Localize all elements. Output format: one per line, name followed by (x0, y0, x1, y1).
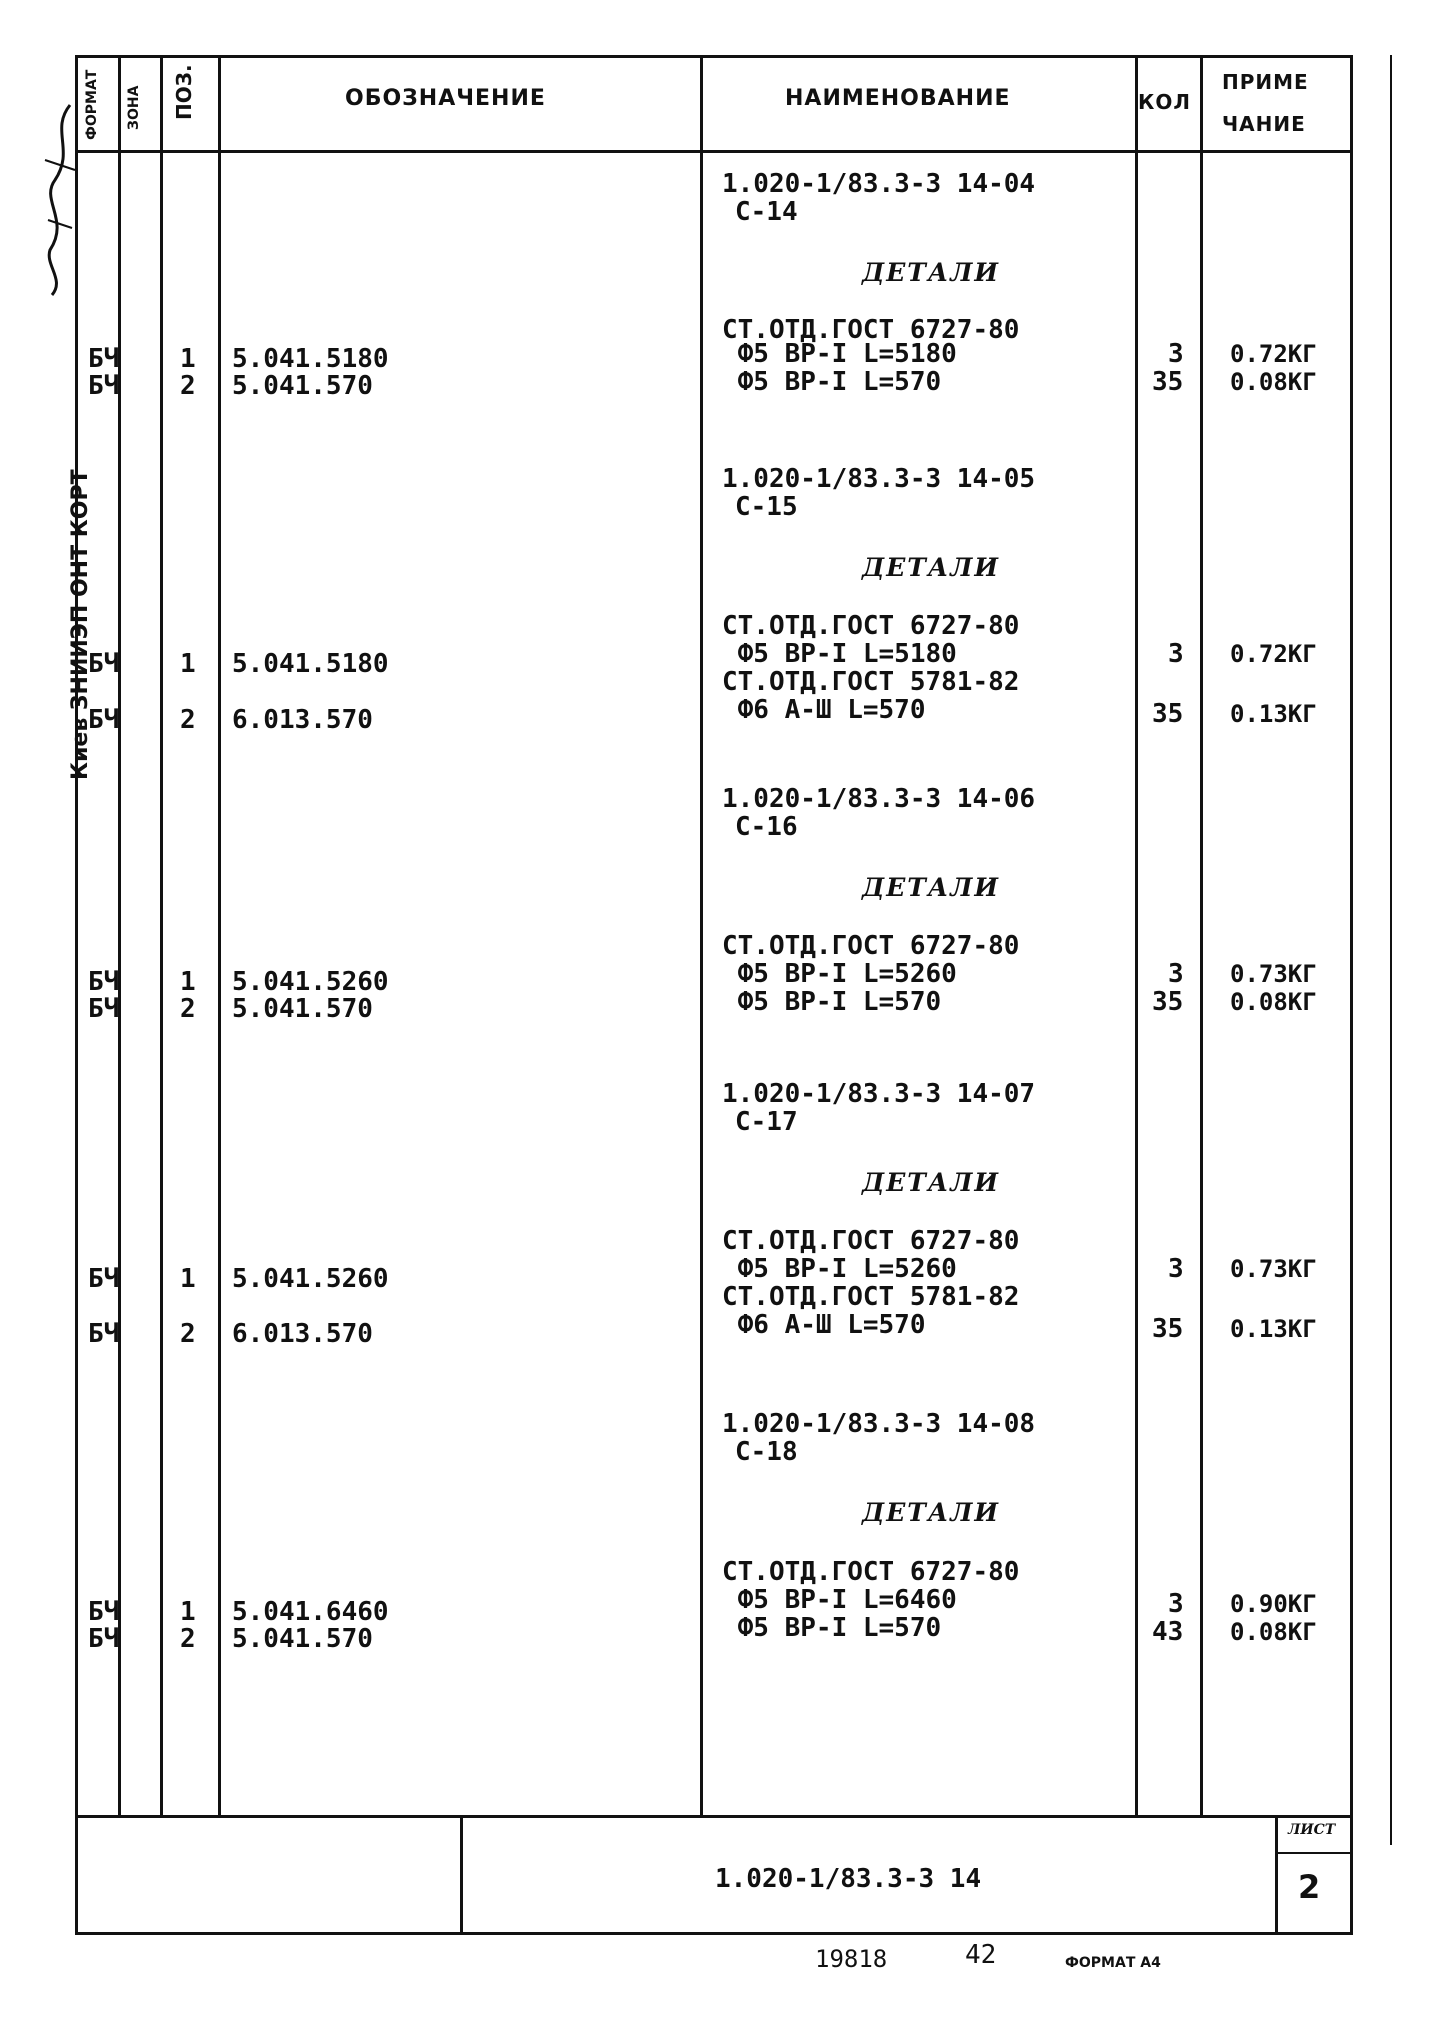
footer-sheet-number: 2 (1298, 1868, 1321, 1906)
row-format: БЧ (88, 1624, 120, 1654)
row-format: БЧ (88, 1264, 120, 1294)
row-qty: 35 (1152, 987, 1184, 1017)
row-name: Ф5 ВР-I L=5180 (722, 639, 957, 669)
row-pos: 1 (180, 1597, 196, 1627)
spec-standard: СТ.ОТД.ГОСТ 5781-82 (722, 1282, 1020, 1312)
row-pos: 1 (180, 344, 196, 374)
row-pos: 2 (180, 371, 196, 401)
footer-doc-code: 1.020-1/83.3-3 14 (715, 1864, 982, 1894)
header-qty: КОЛ (1138, 90, 1191, 114)
row-qty: 3 (1168, 339, 1184, 369)
header-name: НАИМЕНОВАНИЕ (785, 86, 1011, 111)
row-format: БЧ (88, 344, 120, 374)
col-sep-designation (700, 55, 703, 1815)
row-pos: 1 (180, 967, 196, 997)
section-doc-code: 1.020-1/83.3-3 14-08 (722, 1409, 1036, 1439)
row-qty: 43 (1152, 1617, 1184, 1647)
row-qty: 3 (1168, 1254, 1184, 1284)
section-doc-code: 1.020-1/83.3-3 14-06 (722, 784, 1036, 814)
row-pos: 1 (180, 1264, 196, 1294)
header-zone: ЗОНА (126, 85, 142, 130)
row-designation: 6.013.570 (232, 1319, 373, 1349)
row-format: БЧ (88, 967, 120, 997)
section-label: ДЕТАЛИ (862, 1168, 1000, 1197)
row-designation: 5.041.5180 (232, 649, 389, 679)
row-name: Ф6 А-Ш L=570 (722, 1310, 926, 1340)
row-note: 0.13КГ (1230, 1315, 1317, 1343)
row-name: Ф5 ВР-I L=570 (722, 367, 942, 397)
section-item-code: С-16 (735, 812, 798, 842)
footer-sep-sheet (1275, 1815, 1278, 1932)
header-format: ФОРМАТ (84, 69, 100, 140)
spec-standard: СТ.ОТД.ГОСТ 6727-80 (722, 315, 1020, 345)
row-designation: 6.013.570 (232, 705, 373, 735)
row-pos: 1 (180, 649, 196, 679)
row-format: БЧ (88, 994, 120, 1024)
row-note: 0.72КГ (1230, 340, 1317, 368)
col-sep-pos (218, 55, 221, 1815)
row-pos: 2 (180, 705, 196, 735)
footer-sheet-label: ЛИСТ (1288, 1822, 1336, 1838)
frame-bottom-border (75, 1932, 1353, 1935)
row-format: БЧ (88, 371, 120, 401)
header-bottom-line (75, 150, 1353, 153)
footer-sep-left (460, 1815, 463, 1932)
row-qty: 35 (1152, 367, 1184, 397)
row-designation: 5.041.570 (232, 994, 373, 1024)
frame-left-border (75, 55, 78, 1935)
section-item-code: С-17 (735, 1107, 798, 1137)
row-note: 0.08КГ (1230, 988, 1317, 1016)
header-designation: ОБОЗНАЧЕНИЕ (345, 86, 546, 111)
bottom-number-2: 42 (965, 1940, 997, 1970)
row-designation: 5.041.5180 (232, 344, 389, 374)
col-sep-note (1200, 55, 1203, 1815)
spec-standard: СТ.ОТД.ГОСТ 6727-80 (722, 611, 1020, 641)
header-pos: ПОЗ. (172, 64, 196, 120)
row-note: 0.73КГ (1230, 1255, 1317, 1283)
row-qty: 35 (1152, 1314, 1184, 1344)
spec-standard: СТ.ОТД.ГОСТ 6727-80 (722, 931, 1020, 961)
row-format: БЧ (88, 1597, 120, 1627)
row-name: Ф6 А-Ш L=570 (722, 695, 926, 725)
section-item-code: С-18 (735, 1437, 798, 1467)
frame-right-border (1350, 55, 1353, 1935)
side-stamp-text: Киев ЗНИИЭП ОНТ КОРТ (68, 469, 93, 780)
section-doc-code: 1.020-1/83.3-3 14-05 (722, 464, 1036, 494)
row-qty: 3 (1168, 959, 1184, 989)
header-note-line2: ЧАНИЕ (1222, 112, 1306, 136)
row-pos: 2 (180, 1319, 196, 1349)
frame-top-border (75, 55, 1353, 58)
col-sep-qty (1135, 55, 1138, 1815)
row-name: Ф5 ВР-I L=5180 (722, 339, 957, 369)
row-note: 0.72КГ (1230, 640, 1317, 668)
section-item-code: С-14 (735, 197, 798, 227)
section-doc-code: 1.020-1/83.3-3 14-07 (722, 1079, 1036, 1109)
spec-standard: СТ.ОТД.ГОСТ 5781-82 (722, 667, 1020, 697)
section-doc-code: 1.020-1/83.3-3 14-04 (722, 169, 1036, 199)
row-format: БЧ (88, 649, 120, 679)
row-name: Ф5 ВР-I L=570 (722, 1613, 942, 1643)
section-label: ДЕТАЛИ (862, 553, 1000, 582)
signature-scribble (40, 100, 80, 300)
row-note: 0.08КГ (1230, 1618, 1317, 1646)
row-designation: 5.041.570 (232, 1624, 373, 1654)
row-note: 0.08КГ (1230, 368, 1317, 396)
row-designation: 5.041.5260 (232, 1264, 389, 1294)
section-label: ДЕТАЛИ (862, 1498, 1000, 1527)
bottom-number-1: 19818 (815, 1945, 888, 1973)
spec-standard: СТ.ОТД.ГОСТ 6727-80 (722, 1226, 1020, 1256)
section-label: ДЕТАЛИ (862, 873, 1000, 902)
col-sep-zone (160, 55, 163, 1815)
format-label: ФОРМАТ А4 (1065, 1955, 1161, 1971)
row-note: 0.90КГ (1230, 1590, 1317, 1618)
spec-standard: СТ.ОТД.ГОСТ 6727-80 (722, 1557, 1020, 1587)
row-designation: 5.041.6460 (232, 1597, 389, 1627)
row-pos: 2 (180, 994, 196, 1024)
row-qty: 35 (1152, 699, 1184, 729)
row-name: Ф5 ВР-I L=570 (722, 987, 942, 1017)
section-item-code: С-15 (735, 492, 798, 522)
footer-top-line (75, 1815, 1353, 1818)
row-pos: 2 (180, 1624, 196, 1654)
header-note-line1: ПРИМЕ (1222, 70, 1309, 94)
row-designation: 5.041.5260 (232, 967, 389, 997)
row-qty: 3 (1168, 639, 1184, 669)
row-note: 0.73КГ (1230, 960, 1317, 988)
row-name: Ф5 ВР-I L=5260 (722, 959, 957, 989)
row-format: БЧ (88, 705, 120, 735)
row-name: Ф5 ВР-I L=5260 (722, 1254, 957, 1284)
frame-outer-right (1390, 55, 1392, 1845)
row-name: Ф5 ВР-I L=6460 (722, 1585, 957, 1615)
row-note: 0.13КГ (1230, 700, 1317, 728)
footer-sheet-line (1275, 1852, 1350, 1854)
row-qty: 3 (1168, 1589, 1184, 1619)
section-label: ДЕТАЛИ (862, 258, 1000, 287)
row-format: БЧ (88, 1319, 120, 1349)
col-sep-format (118, 55, 121, 1815)
row-designation: 5.041.570 (232, 371, 373, 401)
